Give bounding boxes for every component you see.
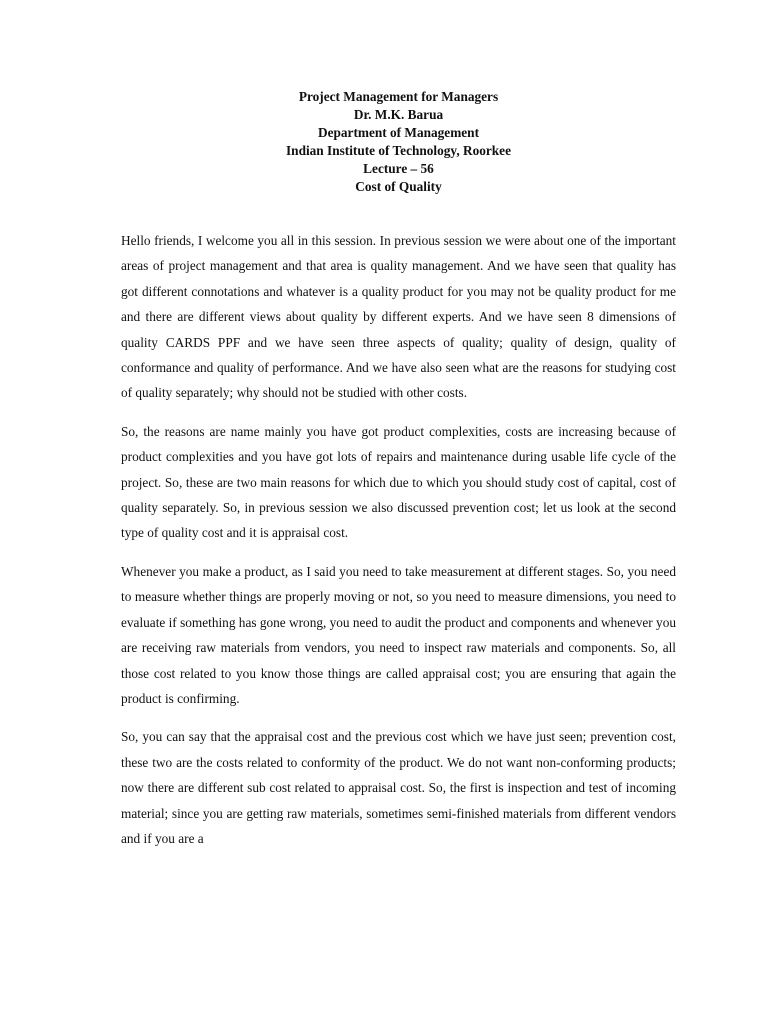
body-paragraph-2: So, the reasons are name mainly you have got product complexities, costs are increasing because of product complexities and you have got lots of repairs and maintenance during usable life cycle of the project. So, these are two main reasons for which due to which you should study cost of capital, cost of quality separately. So, in previous session we also discussed prevention cost; let us look at the second type of quality cost and it is appraisal cost.: [121, 423, 676, 541]
body-paragraph-1: Hello friends, I welcome you all in this session. In previous session we were about one of the important areas of project management and that area is quality management. And we have seen that quality has got different connotations and whatever is a quality product for you may not be quality product for me and there are different views about quality by different experts. And we have seen 8 dimensions of quality CARDS PPF and we have seen three aspects of quality; quality of design, quality of conformance and quality of performance. And we have also seen what are the reasons for studying cost of quality separately; why should not be studied with other costs.: [121, 233, 676, 401]
lecture-number: Lecture – 56: [363, 161, 434, 176]
document-header: [121, 88, 676, 196]
document-page: [121, 88, 676, 851]
lecture-title: Cost of Quality: [355, 179, 442, 194]
body-paragraph-4: So, you can say that the appraisal cost and the previous cost which we have just seen; prevention cost, these two are the costs related to conformity of the product. We do not want non-conforming products; now there are different sub cost related to appraisal cost. So, the first is inspection and test of incoming material; since you are getting raw materials, sometimes semi-finished materials from different vendors and if you are a: [121, 729, 676, 846]
body-paragraph-3: Whenever you make a product, as I said you need to take measurement at different stages. So, you need to measure whether things are properly moving or not, so you need to measure dimensions, you need to evaluate if something has gone wrong, you need to audit the product and components and whenever you are receiving raw materials from vendors, you need to inspect raw materials and components. So, all those cost related to you know those things are called appraisal cost; you are ensuring that again the product is confirming.: [121, 563, 676, 706]
course-title: Project Management for Managers: [298, 89, 499, 104]
author-name: Dr. M.K. Barua: [353, 107, 444, 122]
department-name: Department of Management: [318, 125, 479, 140]
institute-name: Indian Institute of Technology, Roorkee: [286, 143, 511, 158]
